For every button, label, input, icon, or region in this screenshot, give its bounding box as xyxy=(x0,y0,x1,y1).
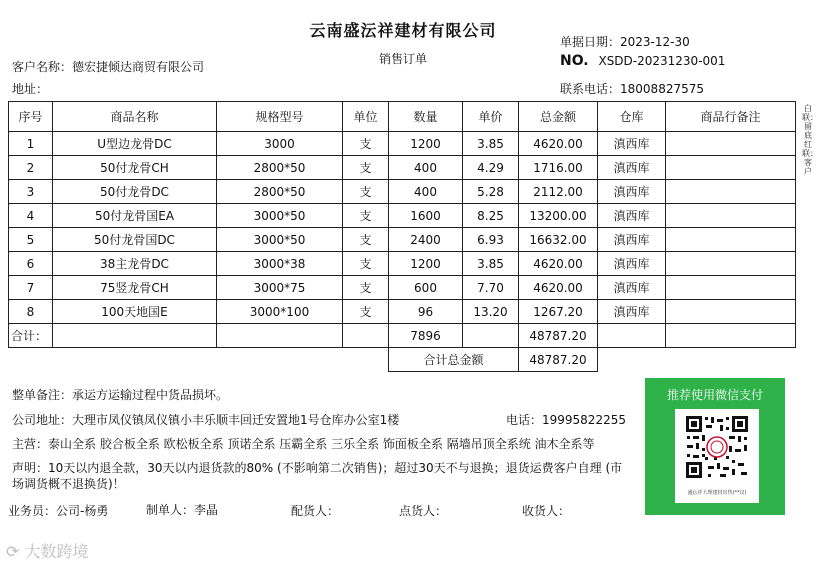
unit-cell: 支 xyxy=(343,180,389,204)
line-remark-cell xyxy=(666,132,796,156)
total-amount-cell: 1716.00 xyxy=(519,156,598,180)
phone-value: 18008827575 xyxy=(620,82,704,96)
row-index-cell: 3 xyxy=(9,180,53,204)
column-header: 序号 xyxy=(9,102,53,132)
line-remark-cell xyxy=(666,276,796,300)
salesperson: 业务员：公司-杨勇 xyxy=(8,504,109,518)
unit-price-cell: 7.70 xyxy=(463,276,519,300)
table-row xyxy=(9,276,796,300)
table-row xyxy=(9,132,796,156)
line-remark-cell xyxy=(666,204,796,228)
grand-total-amount: 48787.20 xyxy=(519,348,598,372)
quantity-cell: 400 xyxy=(389,156,463,180)
company-address: 公司地址：大理市凤仪镇凤仪镇小丰乐顺丰回迁安置地1号仓库办公室1楼 xyxy=(12,413,400,427)
order-number-value: XSDD-20231230-001 xyxy=(598,54,726,68)
warehouse-cell: 滇西库 xyxy=(598,228,666,252)
total-amount-cell: 13200.00 xyxy=(519,204,598,228)
table-row xyxy=(9,156,796,180)
unit-price-cell: 5.28 xyxy=(463,180,519,204)
column-header: 仓库 xyxy=(598,102,666,132)
line-remark-cell xyxy=(666,180,796,204)
customer-label: 客户名称： xyxy=(12,60,73,74)
customer-row xyxy=(12,58,204,75)
unit-cell: 支 xyxy=(343,156,389,180)
specification-cell: 2800*50 xyxy=(217,156,343,180)
company-phone: 电话：19995822255 xyxy=(506,413,626,427)
product-name-cell: 50付龙骨国EA xyxy=(53,204,217,228)
company-title: 云南盛沄祥建材有限公司 xyxy=(309,21,497,40)
quantity-cell: 96 xyxy=(389,300,463,324)
product-name-cell: 75竖龙骨CH xyxy=(53,276,217,300)
main-products: 主营：泰山全系 胶合板全系 欧松板全系 顶诺全系 压霸全系 三乐全系 饰面板全系 隔墙吊顶全系统 油木全系等 xyxy=(12,437,595,451)
unit-price-cell: 3.85 xyxy=(463,252,519,276)
product-name-cell: 100天地国E xyxy=(53,300,217,324)
unit-cell: 支 xyxy=(343,132,389,156)
column-header: 单位 xyxy=(343,102,389,132)
subtotal-label: 合计： xyxy=(9,324,53,348)
total-amount-cell: 16632.00 xyxy=(519,228,598,252)
empty-cell xyxy=(53,324,217,348)
empty-cell xyxy=(598,348,796,372)
customer-name: 德宏捷倾达商贸有限公司 xyxy=(72,60,205,74)
quantity-cell: 2400 xyxy=(389,228,463,252)
quantity-cell: 600 xyxy=(389,276,463,300)
grand-total-label: 合计总金额 xyxy=(389,348,519,372)
total-amount-cell: 4620.00 xyxy=(519,132,598,156)
copy-note: 白联：留底红联：客户 xyxy=(802,104,818,176)
watermark xyxy=(6,539,89,562)
warehouse-cell: 滇西库 xyxy=(598,156,666,180)
unit-price-cell: 8.25 xyxy=(463,204,519,228)
total-amount-cell: 4620.00 xyxy=(519,276,598,300)
phone-row xyxy=(560,80,704,97)
table-row xyxy=(9,300,796,324)
product-name-cell: 50付龙骨CH xyxy=(53,156,217,180)
quantity-cell: 1600 xyxy=(389,204,463,228)
address-label: 地址： xyxy=(12,82,49,96)
warehouse-cell: 滇西库 xyxy=(598,300,666,324)
receiver: 收货人： xyxy=(522,504,571,518)
unit-price-cell: 3.85 xyxy=(463,132,519,156)
column-header: 数量 xyxy=(389,102,463,132)
unit-price-cell: 13.20 xyxy=(463,300,519,324)
unit-price-cell: 6.93 xyxy=(463,228,519,252)
specification-cell: 3000*38 xyxy=(217,252,343,276)
warehouse-cell: 滇西库 xyxy=(598,276,666,300)
row-index-cell: 4 xyxy=(9,204,53,228)
dispatcher: 配货人： xyxy=(291,504,340,518)
quantity-cell: 1200 xyxy=(389,252,463,276)
statement-line-2: 场调货概不退换货)！ xyxy=(12,477,125,491)
unit-cell: 支 xyxy=(343,228,389,252)
row-index-cell: 7 xyxy=(9,276,53,300)
table-row xyxy=(9,228,796,252)
line-remark-cell xyxy=(666,228,796,252)
unit-cell: 支 xyxy=(343,276,389,300)
watermark-text: 大数跨境 xyxy=(24,542,89,561)
empty-cell xyxy=(666,324,796,348)
row-index-cell: 8 xyxy=(9,300,53,324)
empty-cell xyxy=(463,324,519,348)
order-number-row xyxy=(560,53,725,69)
specification-cell: 3000*50 xyxy=(217,204,343,228)
grand-total-row xyxy=(9,348,796,372)
quantity-cell: 400 xyxy=(389,180,463,204)
column-header: 总金额 xyxy=(519,102,598,132)
quantity-cell: 1200 xyxy=(389,132,463,156)
unit-cell: 支 xyxy=(343,300,389,324)
specification-cell: 3000 xyxy=(217,132,343,156)
specification-cell: 3000*100 xyxy=(217,300,343,324)
picker: 点货人： xyxy=(399,504,448,518)
address-row xyxy=(12,80,48,97)
warehouse-cell: 滇西库 xyxy=(598,132,666,156)
row-index-cell: 1 xyxy=(9,132,53,156)
product-name-cell: 38主龙骨DC xyxy=(53,252,217,276)
total-amount-cell: 2112.00 xyxy=(519,180,598,204)
empty-cell xyxy=(217,324,343,348)
qr-code-icon xyxy=(675,409,759,487)
line-remark-cell xyxy=(666,300,796,324)
product-name-cell: 50付龙骨DC xyxy=(53,180,217,204)
date-row xyxy=(560,33,690,50)
subtotal-row xyxy=(9,324,796,348)
date-value: 2023-12-30 xyxy=(620,35,690,49)
document-type: 销售订单 xyxy=(378,52,427,66)
unit-price-cell: 4.29 xyxy=(463,156,519,180)
warehouse-cell: 滇西库 xyxy=(598,252,666,276)
table-row xyxy=(9,204,796,228)
specification-cell: 2800*50 xyxy=(217,180,343,204)
wechat-pay-panel xyxy=(645,378,785,515)
total-amount-cell: 4620.00 xyxy=(519,252,598,276)
unit-cell: 支 xyxy=(343,204,389,228)
wechat-pay-title: 推荐使用微信支付 xyxy=(666,388,763,402)
date-label: 单据日期： xyxy=(560,35,621,49)
subtotal-quantity: 7896 xyxy=(389,324,463,348)
row-index-cell: 2 xyxy=(9,156,53,180)
qr-card xyxy=(675,409,759,503)
phone-label: 联系电话： xyxy=(560,82,621,96)
product-name-cell: 50付龙骨国DC xyxy=(53,228,217,252)
table-row xyxy=(9,252,796,276)
column-header: 规格型号 xyxy=(217,102,343,132)
unit-cell: 支 xyxy=(343,252,389,276)
empty-cell xyxy=(598,324,666,348)
column-header: 商品行备注 xyxy=(666,102,796,132)
watermark-logo-icon: ⟳ xyxy=(6,542,20,561)
table-body xyxy=(9,132,796,324)
specification-cell: 3000*75 xyxy=(217,276,343,300)
warehouse-cell: 滇西库 xyxy=(598,204,666,228)
line-remark-cell xyxy=(666,156,796,180)
order-items-table xyxy=(8,101,796,372)
column-header: 商品名称 xyxy=(53,102,217,132)
warehouse-cell: 滇西库 xyxy=(598,180,666,204)
order-remark: 整单备注：承运方运输过程中货品损坏。 xyxy=(12,388,229,402)
row-index-cell: 6 xyxy=(9,252,53,276)
table-header-row xyxy=(9,102,796,132)
order-maker: 制单人：李晶 xyxy=(146,503,219,517)
row-index-cell: 5 xyxy=(9,228,53,252)
line-remark-cell xyxy=(666,252,796,276)
table-row xyxy=(9,180,796,204)
empty-cell xyxy=(343,324,389,348)
product-name-cell: U型边龙骨DC xyxy=(53,132,217,156)
total-amount-cell: 1267.20 xyxy=(519,300,598,324)
column-header: 单价 xyxy=(463,102,519,132)
specification-cell: 3000*50 xyxy=(217,228,343,252)
statement-line-1: 声明：10天以内退全款，30天以内退货款的80% (不影响第二次销售)；超过30天不与退换；退货运费客户自理 (市 xyxy=(12,461,623,475)
qr-caption: 盛沄祥大理建材出售(**汉) xyxy=(687,490,747,496)
subtotal-amount: 48787.20 xyxy=(519,324,598,348)
order-number-label: NO. xyxy=(560,53,589,69)
empty-cell xyxy=(9,348,389,372)
